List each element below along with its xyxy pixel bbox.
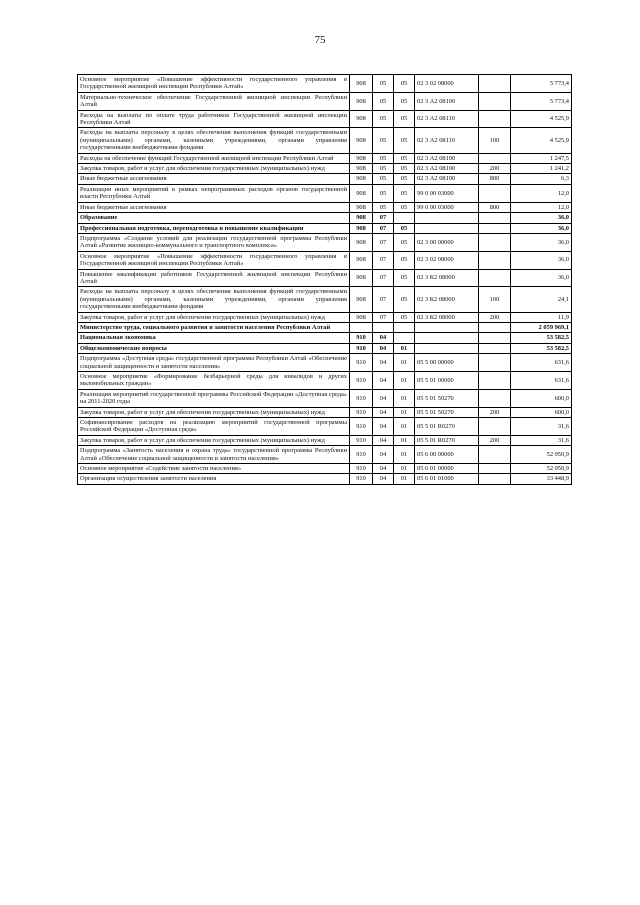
row-expense-type: 200 xyxy=(479,435,511,445)
row-amount: 33 448,9 xyxy=(511,474,572,484)
row-target-article: 02 3 А2 08110 xyxy=(415,110,479,128)
row-amount: 31,6 xyxy=(511,435,572,445)
row-expense-type xyxy=(479,333,511,343)
row-subsection-code: 01 xyxy=(394,407,415,417)
row-section-code: 04 xyxy=(373,354,394,372)
row-admin-code: 910 xyxy=(350,333,373,343)
row-section-code: 05 xyxy=(373,202,394,212)
row-subsection-code: 05 xyxy=(394,251,415,269)
row-subsection-code: 05 xyxy=(394,75,415,93)
row-amount: 631,6 xyxy=(511,372,572,390)
row-expense-type xyxy=(479,75,511,93)
row-amount: 31,6 xyxy=(511,418,572,436)
row-section-code: 04 xyxy=(373,333,394,343)
row-target-article: 02 3 02 08000 xyxy=(415,251,479,269)
table-row xyxy=(78,343,572,353)
table-row xyxy=(78,213,572,223)
row-target-article: 05 6 00 00000 xyxy=(415,446,479,464)
row-section-code: 07 xyxy=(373,213,394,223)
table-row xyxy=(78,164,572,174)
table-row xyxy=(78,269,572,287)
row-subsection-code: 05 xyxy=(394,174,415,184)
row-target-article: 99 0 00 03000 xyxy=(415,202,479,212)
row-subsection-code: 05 xyxy=(394,92,415,110)
row-section-code: 05 xyxy=(373,184,394,202)
row-section-code: 04 xyxy=(373,446,394,464)
row-admin-code: 908 xyxy=(350,213,373,223)
row-amount: 36,0 xyxy=(511,269,572,287)
row-admin-code: 910 xyxy=(350,354,373,372)
row-expense-type: 800 xyxy=(479,174,511,184)
row-amount: 1 241,2 xyxy=(511,164,572,174)
row-name: Основное мероприятие «Повышение эффективности государственного управления в Государственной жилищной инспекции Республики Алтай» xyxy=(78,75,350,93)
row-admin-code: 908 xyxy=(350,184,373,202)
row-name: Закупка товаров, работ и услуг для обеспечения государственных (муниципальных) нужд xyxy=(78,164,350,174)
row-expense-type: 200 xyxy=(479,312,511,322)
row-section-code: 05 xyxy=(373,164,394,174)
row-amount: 36,0 xyxy=(511,223,572,233)
row-target-article xyxy=(415,223,479,233)
row-amount: 52 950,9 xyxy=(511,464,572,474)
row-amount: 53 582,5 xyxy=(511,333,572,343)
table-row xyxy=(78,322,572,332)
row-admin-code: 908 xyxy=(350,269,373,287)
row-section-code: 05 xyxy=(373,174,394,184)
row-name: Софинансирование расходов на реализацию мероприятий государственной программы Российской Федерации «Доступная среда» xyxy=(78,418,350,436)
row-amount: 52 950,9 xyxy=(511,446,572,464)
row-subsection-code: 05 xyxy=(394,223,415,233)
row-admin-code: 908 xyxy=(350,202,373,212)
row-name: Повышение квалификации работников Государственной жилищной инспекции Республики Алтай xyxy=(78,269,350,287)
table-row xyxy=(78,251,572,269)
table-row xyxy=(78,407,572,417)
row-subsection-code: 01 xyxy=(394,446,415,464)
row-subsection-code: 01 xyxy=(394,474,415,484)
row-expense-type xyxy=(479,343,511,353)
row-section-code: 07 xyxy=(373,251,394,269)
row-target-article: 02 3 А2 08190 xyxy=(415,174,479,184)
row-section-code: 05 xyxy=(373,153,394,163)
row-admin-code: 908 xyxy=(350,110,373,128)
row-subsection-code: 05 xyxy=(394,128,415,153)
row-target-article xyxy=(415,343,479,353)
row-expense-type xyxy=(479,354,511,372)
row-target-article: 05 5 00 00000 xyxy=(415,354,479,372)
row-amount: 5 773,4 xyxy=(511,92,572,110)
table-row xyxy=(78,233,572,251)
row-target-article: 05 5 01 R0270 xyxy=(415,435,479,445)
row-subsection-code: 05 xyxy=(394,110,415,128)
row-name: Закупка товаров, работ и услуг для обеспечения государственных (муниципальных) нужд xyxy=(78,407,350,417)
row-admin-code: 910 xyxy=(350,389,373,407)
row-name: Национальная экономика xyxy=(78,333,350,343)
row-section-code: 07 xyxy=(373,233,394,251)
row-expense-type xyxy=(479,474,511,484)
row-name: Материально-техническое обеспечение Государственной жилищной инспекции Республики Алтай xyxy=(78,92,350,110)
row-target-article: 05 5 01 50270 xyxy=(415,389,479,407)
table-row xyxy=(78,354,572,372)
budget-table xyxy=(77,74,572,485)
row-subsection-code: 01 xyxy=(394,343,415,353)
row-section-code: 07 xyxy=(373,312,394,322)
row-target-article: 05 6 01 01000 xyxy=(415,474,479,484)
table-row xyxy=(78,372,572,390)
row-expense-type xyxy=(479,251,511,269)
row-admin-code: 908 xyxy=(350,312,373,322)
row-section-code: 04 xyxy=(373,389,394,407)
row-admin-code: 908 xyxy=(350,223,373,233)
table-row xyxy=(78,184,572,202)
table-row xyxy=(78,110,572,128)
row-subsection-code: 05 xyxy=(394,153,415,163)
row-name: Реализация иных мероприятий в рамках непрограммных расходов органов государственной власти Республики Алтай xyxy=(78,184,350,202)
row-section-code: 05 xyxy=(373,75,394,93)
row-subsection-code xyxy=(394,322,415,332)
row-expense-type xyxy=(479,269,511,287)
table-row xyxy=(78,389,572,407)
row-amount: 1 247,5 xyxy=(511,153,572,163)
row-name: Расходы на обеспечение функций Государственной жилищной инспекции Республики Алтай xyxy=(78,153,350,163)
row-admin-code xyxy=(350,322,373,332)
table-row xyxy=(78,223,572,233)
row-admin-code: 910 xyxy=(350,407,373,417)
row-name: Профессиональная подготовка, переподготовка и повышение квалификации xyxy=(78,223,350,233)
row-target-article: 02 3 А2 08190 xyxy=(415,153,479,163)
row-target-article: 02 3 К2 08000 xyxy=(415,287,479,312)
row-amount: 24,1 xyxy=(511,287,572,312)
table-row xyxy=(78,75,572,93)
row-section-code: 05 xyxy=(373,128,394,153)
row-target-article: 02 3 02 08000 xyxy=(415,75,479,93)
row-admin-code: 908 xyxy=(350,251,373,269)
row-section-code: 07 xyxy=(373,269,394,287)
row-section-code: 04 xyxy=(373,418,394,436)
row-admin-code: 910 xyxy=(350,343,373,353)
row-amount: 4 525,9 xyxy=(511,128,572,153)
row-section-code: 04 xyxy=(373,435,394,445)
row-subsection-code: 05 xyxy=(394,233,415,251)
row-expense-type xyxy=(479,213,511,223)
row-admin-code: 908 xyxy=(350,92,373,110)
row-target-article: 05 5 01 50270 xyxy=(415,407,479,417)
row-expense-type: 100 xyxy=(479,128,511,153)
table-row xyxy=(78,474,572,484)
row-expense-type xyxy=(479,223,511,233)
table-row xyxy=(78,92,572,110)
row-subsection-code: 05 xyxy=(394,184,415,202)
table-row xyxy=(78,418,572,436)
row-expense-type xyxy=(479,184,511,202)
row-admin-code: 908 xyxy=(350,164,373,174)
row-expense-type xyxy=(479,110,511,128)
row-amount: 600,0 xyxy=(511,389,572,407)
row-subsection-code: 05 xyxy=(394,202,415,212)
table-row xyxy=(78,312,572,322)
row-subsection-code xyxy=(394,213,415,223)
row-subsection-code: 05 xyxy=(394,269,415,287)
row-admin-code: 910 xyxy=(350,418,373,436)
table-row xyxy=(78,333,572,343)
row-section-code: 04 xyxy=(373,372,394,390)
row-target-article: 02 3 00 00000 xyxy=(415,233,479,251)
row-name: Иные бюджетные ассигнования xyxy=(78,174,350,184)
row-name: Закупка товаров, работ и услуг для обеспечения государственных (муниципальных) нужд xyxy=(78,312,350,322)
row-expense-type xyxy=(479,464,511,474)
row-section-code: 04 xyxy=(373,464,394,474)
row-subsection-code: 01 xyxy=(394,372,415,390)
row-admin-code: 910 xyxy=(350,435,373,445)
row-name: Закупка товаров, работ и услуг для обеспечения государственных (муниципальных) нужд xyxy=(78,435,350,445)
row-subsection-code: 05 xyxy=(394,287,415,312)
row-name: Подпрограмма «Доступная среда» государственной программы Республики Алтай «Обеспечение социальной защищенности и занятости населения» xyxy=(78,354,350,372)
row-target-article xyxy=(415,213,479,223)
row-expense-type xyxy=(479,92,511,110)
table-row xyxy=(78,446,572,464)
row-name: Подпрограмма «Создание условий для реализации государственной программы Республики Алтай «Развитие жилищно-коммунального и транспортного комплекса» xyxy=(78,233,350,251)
row-admin-code: 910 xyxy=(350,464,373,474)
row-amount: 4 525,9 xyxy=(511,110,572,128)
row-expense-type: 100 xyxy=(479,287,511,312)
row-admin-code: 908 xyxy=(350,174,373,184)
row-section-code: 04 xyxy=(373,407,394,417)
row-section-code: 04 xyxy=(373,474,394,484)
row-target-article: 02 3 А2 08110 xyxy=(415,128,479,153)
row-subsection-code: 01 xyxy=(394,389,415,407)
row-section-code xyxy=(373,322,394,332)
row-expense-type: 800 xyxy=(479,202,511,212)
row-subsection-code: 05 xyxy=(394,164,415,174)
row-amount: 6,3 xyxy=(511,174,572,184)
row-target-article: 05 5 01 00000 xyxy=(415,372,479,390)
row-admin-code: 908 xyxy=(350,287,373,312)
table-row xyxy=(78,464,572,474)
row-section-code: 05 xyxy=(373,92,394,110)
row-amount: 600,0 xyxy=(511,407,572,417)
row-name: Основное мероприятие «Повышение эффективности государственного управления в Государственной жилищной инспекции Республики Алтай» xyxy=(78,251,350,269)
row-subsection-code: 01 xyxy=(394,354,415,372)
row-amount: 36,0 xyxy=(511,233,572,251)
row-amount: 2 059 969,1 xyxy=(511,322,572,332)
row-name: Подпрограмма «Занятость населения и охрана труда» государственной программы Республики Алтай «Обеспечение социальной защищенности и занятости населения» xyxy=(78,446,350,464)
row-subsection-code: 05 xyxy=(394,312,415,322)
row-amount: 12,0 xyxy=(511,184,572,202)
row-admin-code: 908 xyxy=(350,128,373,153)
table-row xyxy=(78,153,572,163)
row-amount: 36,0 xyxy=(511,251,572,269)
row-expense-type: 200 xyxy=(479,164,511,174)
row-expense-type xyxy=(479,322,511,332)
row-amount: 5 773,4 xyxy=(511,75,572,93)
row-expense-type xyxy=(479,153,511,163)
row-target-article: 99 0 00 03000 xyxy=(415,184,479,202)
row-admin-code: 910 xyxy=(350,446,373,464)
row-name: Иные бюджетные ассигнования xyxy=(78,202,350,212)
table-row xyxy=(78,287,572,312)
row-subsection-code: 01 xyxy=(394,418,415,436)
row-admin-code: 908 xyxy=(350,75,373,93)
row-subsection-code: 01 xyxy=(394,464,415,474)
row-name: Министерство труда, социального развития и занятости населения Республики Алтай xyxy=(78,322,350,332)
row-admin-code: 908 xyxy=(350,153,373,163)
page-number: 75 xyxy=(314,34,326,46)
row-target-article: 02 3 А2 08190 xyxy=(415,164,479,174)
table-row xyxy=(78,174,572,184)
row-expense-type xyxy=(479,418,511,436)
row-amount: 12,0 xyxy=(511,202,572,212)
row-target-article: 05 5 01 R0270 xyxy=(415,418,479,436)
row-name: Основное мероприятие «Формирование безбарьерной среды для инвалидов и других маломобильных граждан» xyxy=(78,372,350,390)
row-section-code: 07 xyxy=(373,287,394,312)
row-target-article: 05 6 01 00000 xyxy=(415,464,479,474)
row-target-article: 02 3 К2 08000 xyxy=(415,269,479,287)
row-amount: 53 582,5 xyxy=(511,343,572,353)
row-section-code: 05 xyxy=(373,110,394,128)
row-target-article: 02 3 А2 08100 xyxy=(415,92,479,110)
row-subsection-code: 01 xyxy=(394,435,415,445)
row-name: Общеэкономические вопросы xyxy=(78,343,350,353)
row-name: Образование xyxy=(78,213,350,223)
row-name: Расходы на выплаты персоналу в целях обеспечения выполнения функций государственными (муниципальными) органами, казенными учреждениями, органами управления государственными внебюджетными фондами xyxy=(78,287,350,312)
row-name: Организация осуществления занятости населения xyxy=(78,474,350,484)
row-target-article xyxy=(415,333,479,343)
row-name: Расходы на выплаты персоналу в целях обеспечения выполнения функций государственными (муниципальными) органами, казенными учреждениями, органами управления государственными внебюджетными фондами xyxy=(78,128,350,153)
row-admin-code: 910 xyxy=(350,372,373,390)
table-row xyxy=(78,435,572,445)
row-admin-code: 908 xyxy=(350,233,373,251)
row-amount: 11,9 xyxy=(511,312,572,322)
row-amount: 36,0 xyxy=(511,213,572,223)
row-amount: 631,6 xyxy=(511,354,572,372)
row-section-code: 07 xyxy=(373,223,394,233)
row-name: Реализация мероприятий государственной программы Российской Федерации «Доступная среда» на 2011-2020 годы xyxy=(78,389,350,407)
row-expense-type xyxy=(479,446,511,464)
row-name: Основное мероприятие «Содействие занятости населения» xyxy=(78,464,350,474)
row-section-code: 04 xyxy=(373,343,394,353)
row-subsection-code xyxy=(394,333,415,343)
table-row xyxy=(78,128,572,153)
row-admin-code: 910 xyxy=(350,474,373,484)
row-name: Расходы на выплаты по оплате труда работников Государственной жилищной инспекции Республики Алтай xyxy=(78,110,350,128)
row-expense-type: 200 xyxy=(479,407,511,417)
row-target-article xyxy=(415,322,479,332)
row-expense-type xyxy=(479,233,511,251)
row-target-article: 02 3 К2 08000 xyxy=(415,312,479,322)
row-expense-type xyxy=(479,389,511,407)
row-expense-type xyxy=(479,372,511,390)
table-row xyxy=(78,202,572,212)
